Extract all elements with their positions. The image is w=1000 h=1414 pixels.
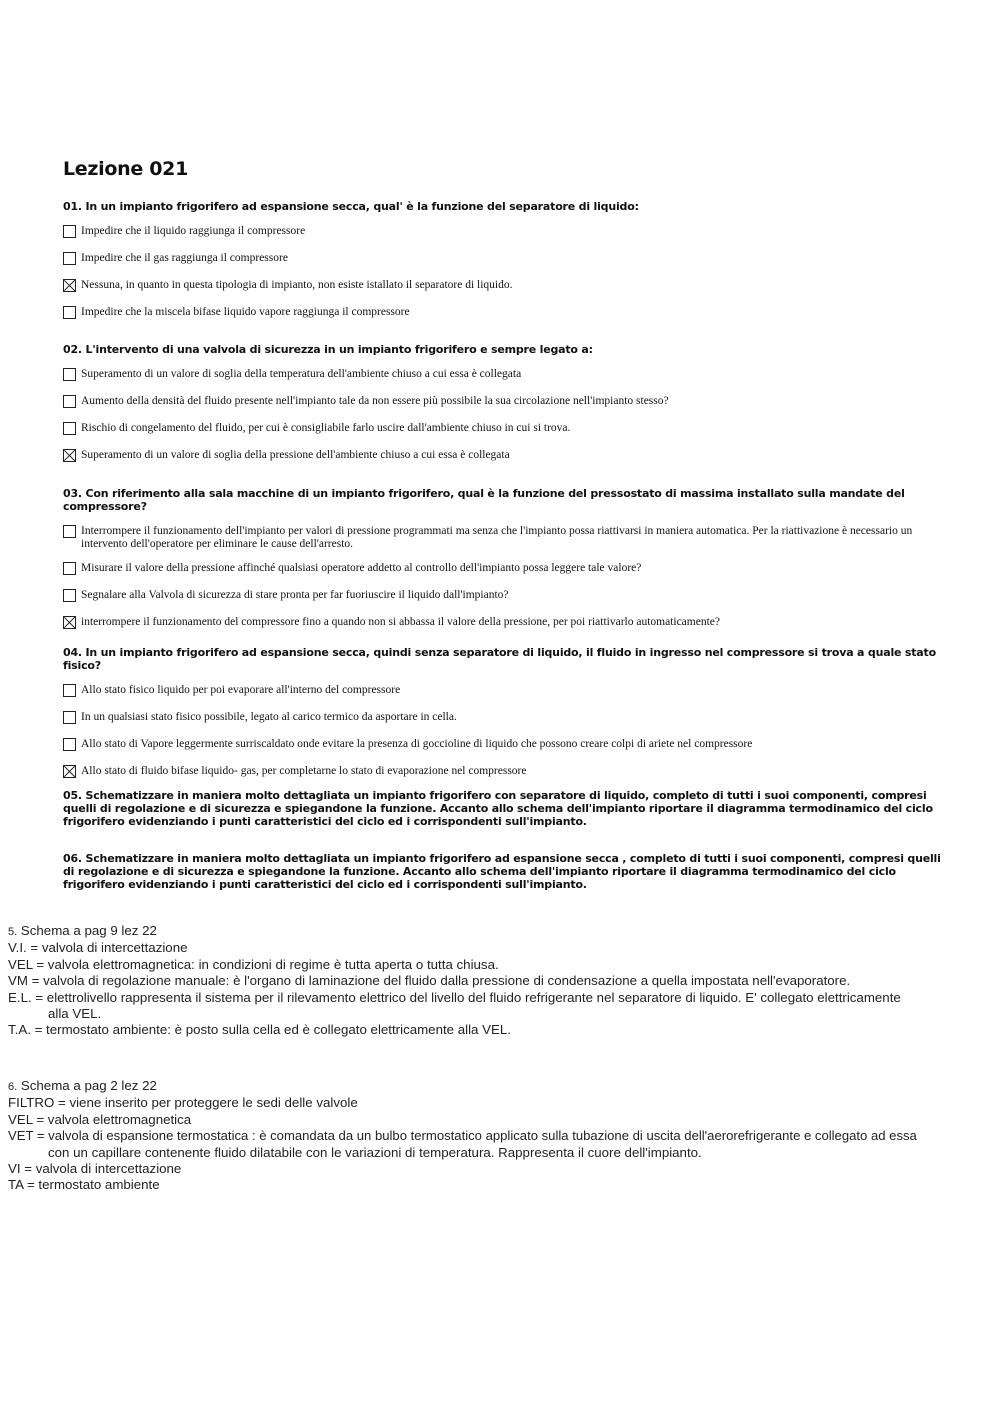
question-06 <box>63 852 943 891</box>
checkbox-unchecked[interactable] <box>63 589 76 602</box>
checkbox-checked[interactable] <box>63 449 76 462</box>
answer-option[interactable] <box>63 422 943 438</box>
question-02 <box>63 343 943 465</box>
notes-line: VM = valvola di regolazione manuale: è l'organo di laminazione del fluido dalla pressione di condensazione a quella impostata nell'evaporatore. <box>8 973 851 989</box>
answer-text: Nessuna, in quanto in questa tipologia di impianto, non esiste istallato il separatore di liquido. <box>81 279 513 291</box>
answer-option[interactable] <box>63 368 943 384</box>
checkbox-unchecked[interactable] <box>63 306 76 319</box>
question-text: 03. Con riferimento alla sala macchine di un impianto frigorifero, qual è la funzione del pressostato di massima installato sulla mandate del compressore? <box>63 487 905 513</box>
question-03 <box>63 487 943 632</box>
question-text: 04. In un impianto frigorifero ad espansione secca, quindi senza separatore di liquido, il fluido in ingresso nel compressore si trova a quale stato fisico? <box>63 646 936 672</box>
checkbox-checked[interactable] <box>63 765 76 778</box>
notes-line: con un capillare contenente fluido dilatabile con le variazioni di temperatura. Rappresenta il cuore dell'impianto. <box>48 1144 702 1160</box>
checkbox-unchecked[interactable] <box>63 252 76 265</box>
notes-line: V.I. = valvola di intercettazione <box>8 940 188 956</box>
checkbox-unchecked[interactable] <box>63 422 76 435</box>
question-05 <box>63 789 943 828</box>
answer-option[interactable] <box>63 616 943 632</box>
answer-text: Impedire che la miscela bifase liquido vapore raggiunga il compressore <box>81 306 410 318</box>
notes-section-6 <box>8 1078 993 1194</box>
answer-text: Allo stato di fluido bifase liquido- gas, per completarne lo stato di evaporazione nel compressore <box>81 765 527 777</box>
answer-option[interactable] <box>63 589 943 605</box>
notes-line: VET = valvola di espansione termostatica : è comandata da un bulbo termostatico applicato sulla tubazione di uscita dell'aerorefrigerante e collegato ad essa <box>8 1128 917 1144</box>
answer-text: Rischio di congelamento del fluido, per cui è consigliabile farlo uscire dall'ambiente chiuso in cui si trova. <box>81 422 571 434</box>
checkbox-unchecked[interactable] <box>63 711 76 724</box>
checkbox-unchecked[interactable] <box>63 562 76 575</box>
checkbox-checked[interactable] <box>63 279 76 292</box>
notes-line: alla VEL. <box>48 1006 102 1022</box>
checkbox-unchecked[interactable] <box>63 368 76 381</box>
answer-text: Allo stato di Vapore leggermente surriscaldato onde evitare la presenza di goccioline di liquido che possono creare colpi di ariete nel compressore <box>81 738 753 750</box>
answer-option[interactable] <box>63 711 943 727</box>
checkbox-checked[interactable] <box>63 616 76 629</box>
answer-option[interactable] <box>63 562 943 578</box>
answer-text: Segnalare alla Valvola di sicurezza di stare pronta per far fuoriuscire il liquido dall'impianto? <box>81 589 509 601</box>
answer-text: Allo stato fisico liquido per poi evaporare all'interno del compressore <box>81 684 401 696</box>
checkbox-unchecked[interactable] <box>63 738 76 751</box>
answer-option[interactable] <box>63 252 943 268</box>
answer-option[interactable] <box>63 449 943 465</box>
answer-option[interactable] <box>63 525 943 551</box>
answer-option[interactable] <box>63 738 943 754</box>
notes-line: VI = valvola di intercettazione <box>8 1161 182 1177</box>
page-title: Lezione 021 <box>63 158 189 180</box>
answer-option[interactable] <box>63 684 943 700</box>
answer-text: In un qualsiasi stato fisico possibile, legato al carico termico da asportare in cella. <box>81 711 457 723</box>
question-01 <box>63 200 943 322</box>
notes-line: TA = termostato ambiente <box>8 1177 160 1193</box>
answer-option[interactable] <box>63 279 943 295</box>
notes-section-5 <box>8 923 993 1039</box>
answer-text: Interrompere il funzionamento dell'impianto per valori di pressione programmati ma senza che l'impianto possa riattivarsi in maniera automatica. Per la riattivazione è necessario un intervento dell'operatore per eliminare le cause dell'arresto. <box>81 525 913 550</box>
answer-text: Impedire che il liquido raggiunga il compressore <box>81 225 306 237</box>
notes-line: VEL = valvola elettromagnetica: in condizioni di regime è tutta aperta o tutta chiusa. <box>8 956 499 972</box>
checkbox-unchecked[interactable] <box>63 684 76 697</box>
checkbox-unchecked[interactable] <box>63 395 76 408</box>
answer-text: Superamento di un valore di soglia della temperatura dell'ambiente chiuso a cui essa è collegata <box>81 368 522 380</box>
answer-text: Impedire che il gas raggiunga il compressore <box>81 252 288 264</box>
checkbox-unchecked[interactable] <box>63 525 76 538</box>
answer-text: Superamento di un valore di soglia della pressione dell'ambiente chiuso a cui essa è collegata <box>81 449 510 461</box>
notes-heading: 5. Schema a pag 9 lez 22 <box>8 923 157 938</box>
notes-line: FILTRO = viene inserito per proteggere le sedi delle valvole <box>8 1095 358 1111</box>
answer-option[interactable] <box>63 306 943 322</box>
answer-option[interactable] <box>63 395 943 411</box>
question-text: 02. L'intervento di una valvola di sicurezza in un impianto frigorifero e sempre legato a: <box>63 343 593 356</box>
checkbox-unchecked[interactable] <box>63 225 76 238</box>
question-text: 06. Schematizzare in maniera molto dettagliata un impianto frigorifero ad espansione secca , completo di tutti i suoi componenti, compresi quelli di regolazione e di sicurezza e spiegandone la funzione. Accanto allo schema dell'impianto riportare il diagramma termodinamico del ciclo frigorifero evidenziando i punti caratteristici del ciclo ed i corrispondenti sull'impianto. <box>63 852 941 891</box>
answer-text: Aumento della densità del fluido presente nell'impianto tale da non essere più possibile la sua circolazione nell'impianto stesso? <box>81 395 669 407</box>
notes-line: T.A. = termostato ambiente: è posto sulla cella ed è collegato elettricamente alla VEL. <box>8 1022 511 1038</box>
notes-line: VEL = valvola elettromagnetica <box>8 1111 192 1127</box>
question-text: 01. In un impianto frigorifero ad espansione secca, qual' è la funzione del separatore di liquido: <box>63 200 639 213</box>
answer-option[interactable] <box>63 765 943 781</box>
notes-heading: 6. Schema a pag 2 lez 22 <box>8 1078 157 1093</box>
answer-text: interrompere il funzionamento del compressore fino a quando non si abbassa il valore della pressione, per poi riattivarlo automaticamente? <box>81 616 720 628</box>
notes-line: E.L. = elettrolivello rappresenta il sistema per il rilevamento elettrico del livello del fluido refrigerante nel separatore di liquido. E' collegato elettricamente <box>8 989 901 1005</box>
answer-option[interactable] <box>63 225 943 241</box>
question-text: 05. Schematizzare in maniera molto dettagliata un impianto frigorifero con separatore di liquido, completo di tutti i suoi componenti, compresi quelli di regolazione e di sicurezza e spiegandone la funzione. Accanto allo schema dell'impianto riportare il diagramma termodinamico del ciclo frigorifero evidenziando i punti caratteristici del ciclo ed i corrispondenti sull'impianto. <box>63 789 933 828</box>
answer-text: Misurare il valore della pressione affinché qualsiasi operatore addetto al controllo dell'impianto possa leggere tale valore? <box>81 562 642 574</box>
question-04 <box>63 646 943 781</box>
